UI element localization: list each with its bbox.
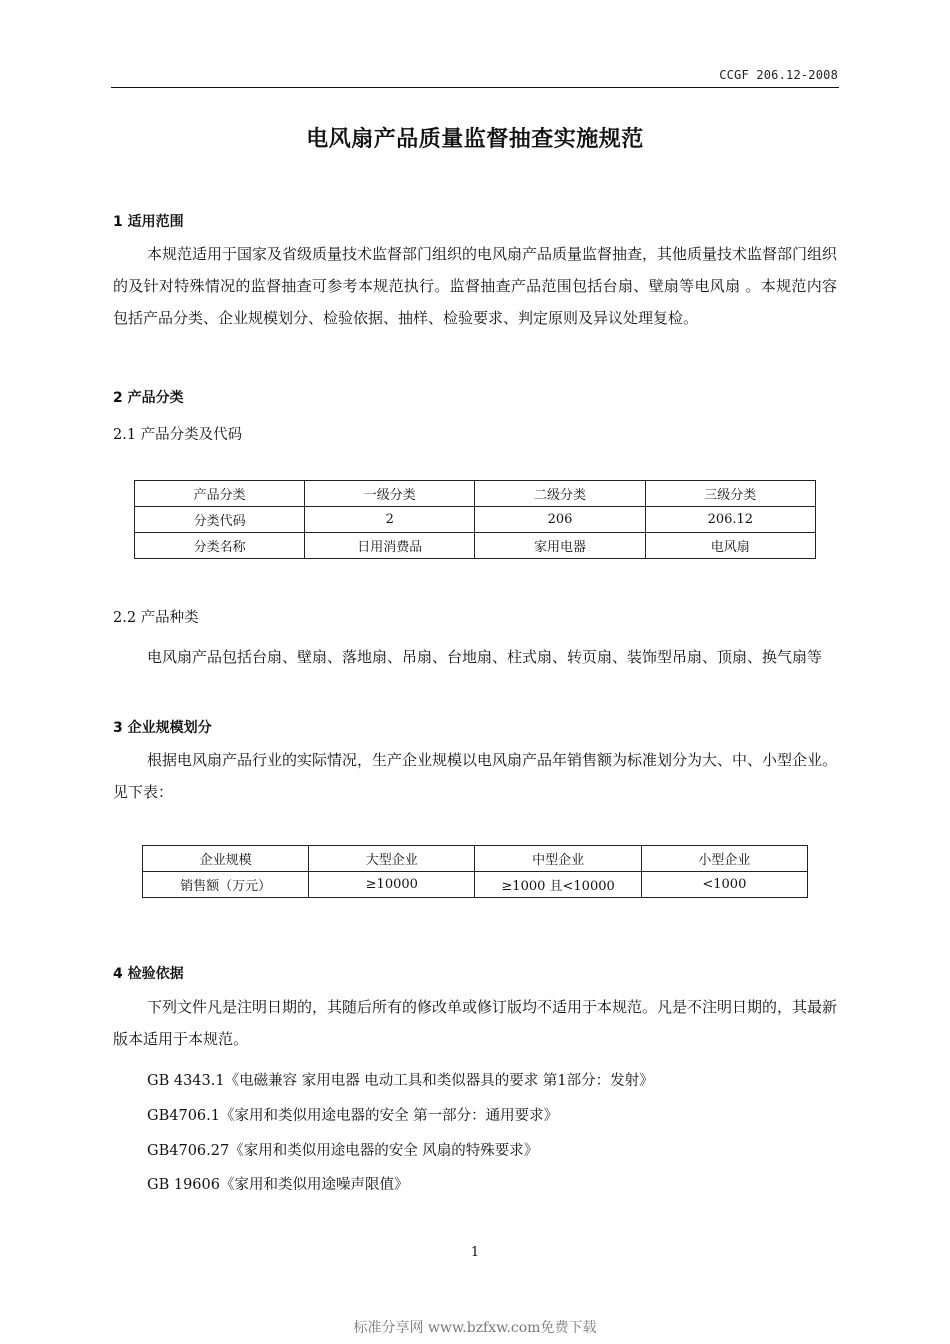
watermark-footer: 标准分享网 www.bzfxw.com免费下载 [353,1320,597,1336]
reference-item: GB4706.27《家用和类似用途电器的安全 风扇的特殊要求》 [147,1143,539,1159]
enterprise-scale-table [142,845,808,898]
section-2-2-heading: 2.2 产品种类 [113,610,199,626]
section-1-heading: 1 适用范围 [113,214,184,230]
table-cell: 中型企业 [475,846,641,872]
table-cell: 企业规模 [143,846,309,872]
header-rule [111,87,839,88]
table-row [143,846,808,872]
document-title: 电风扇产品质量监督抽查实施规范 [306,127,644,152]
section-1-paragraph: 本规范适用于国家及省级质量技术监督部门组织的电风扇产品质量监督抽查，其他质量技术监督部门组织的及针对特殊情况的监督抽查可参考本规范执行。监督抽查产品范围包括台扇、壁扇等电风扇 。本规范内容包括产品分类、企业规模划分、检验依据、抽样、检验要求、判定原则及异议处理复检。 [113,245,838,327]
table-cell: 三级分类 [645,481,815,507]
reference-item: GB 4343.1《电磁兼容 家用电器 电动工具和类似器具的要求 第1部分：发射》 [147,1073,654,1089]
table-cell: 电风扇 [645,533,815,559]
section-2-heading: 2 产品分类 [113,390,184,406]
table-cell: 大型企业 [309,846,475,872]
reference-item: GB4706.1《家用和类似用途电器的安全 第一部分：通用要求》 [147,1108,559,1124]
section-2-2-paragraph: 电风扇产品包括台扇、壁扇、落地扇、吊扇、台地扇、柱式扇、转页扇、装饰型吊扇、顶扇、换气扇等 [147,648,823,666]
table-cell: 206 [475,507,645,533]
table-cell: 销售额（万元） [143,872,309,898]
classification-table [134,480,816,559]
reference-item: GB 19606《家用和类似用途噪声限值》 [147,1177,409,1193]
table-cell: 分类代码 [135,507,305,533]
table-cell: 二级分类 [475,481,645,507]
section-4-heading: 4 检验依据 [113,966,184,982]
table-row [135,481,816,507]
table-cell: 分类名称 [135,533,305,559]
table-row [143,872,808,898]
table-row [135,533,816,559]
section-3-paragraph: 根据电风扇产品行业的实际情况，生产企业规模以电风扇产品年销售额为标准划分为大、中、小型企业。见下表： [113,751,838,801]
page-number: 1 [470,1245,480,1260]
document-code: CCGF 206.12-2008 [719,68,838,82]
table-cell: 206.12 [645,507,815,533]
table-cell: <1000 [641,872,807,898]
section-2-1-heading: 2.1 产品分类及代码 [113,427,243,443]
table-row [135,507,816,533]
table-cell: 一级分类 [305,481,475,507]
table-cell: 小型企业 [641,846,807,872]
table-cell: ≥1000 且<10000 [475,872,641,898]
table-cell: ≥10000 [309,872,475,898]
table-cell: 2 [305,507,475,533]
section-3-heading: 3 企业规模划分 [113,720,212,736]
table-cell: 日用消费品 [305,533,475,559]
section-4-paragraph: 下列文件凡是注明日期的，其随后所有的修改单或修订版均不适用于本规范。凡是不注明日期的，其最新版本适用于本规范。 [113,998,838,1048]
table-cell: 产品分类 [135,481,305,507]
table-cell: 家用电器 [475,533,645,559]
